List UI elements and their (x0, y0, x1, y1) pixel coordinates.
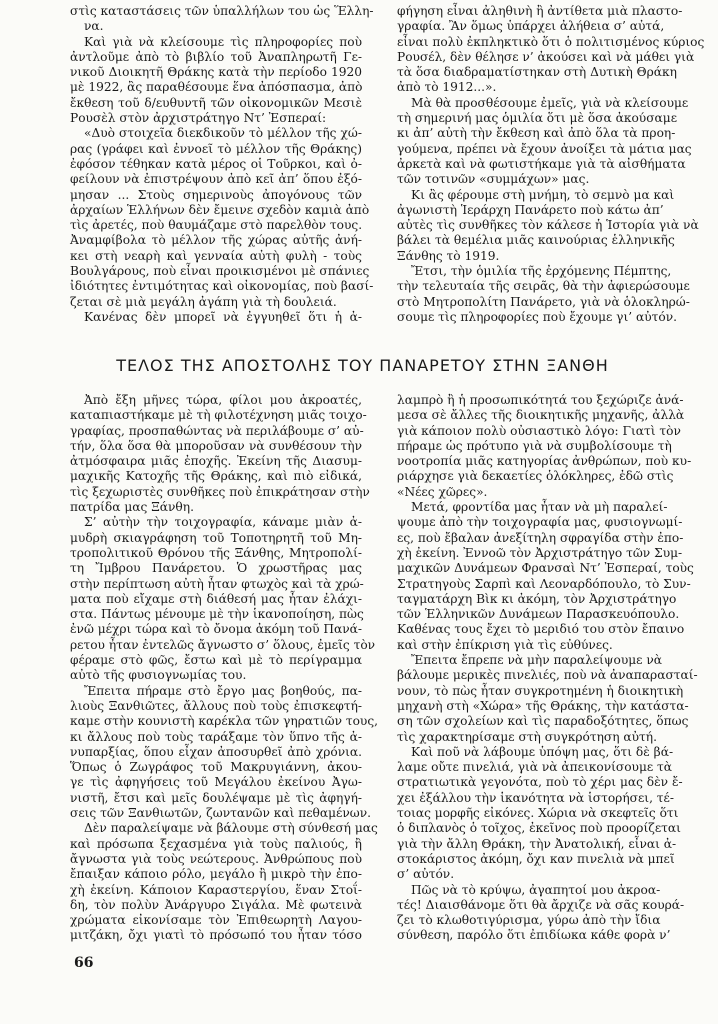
text-line: «Δυὸ στοιχεῖα διεκδικοῦν τὸ μέλλον τῆς χώ- (84, 126, 362, 141)
text-line: στὴν περίπτωση αὐτὴ ἦταν φτωχὸς καὶ τὰ χρώ- (70, 576, 364, 591)
text-line: Στρατηγοὺς Σαρπὶ καὶ Λεοναρδόπουλο, τὸ Συν- (397, 576, 691, 591)
text-line: ἔκθεση τοῦ δ/ευθυντῆ τῶν οἰκονομικῶν Μεσιὲ (70, 95, 362, 110)
text-line: τῶν τοτινῶν «συμμάχων» μας. (397, 172, 590, 187)
text-line: ζει τὸ κλωθοτιγύρισμα, γύρω ἀπὸ τὴν ἴδια (397, 913, 661, 928)
text-line: Ἀπὸ ἔξη μῆνες τώρα, φίλοι μου ἀκροατές, (84, 393, 362, 407)
text-line: μησαν ... Στοὺς σημερινοὺς ἀπογόνους τῶν (70, 187, 362, 202)
text-line: ὁ διπλανὸς ὁ τοῖχος, ἐκεῖνος ποὺ προορίζεται (397, 821, 681, 836)
text-line: Ἔπειτα ἔπρεπε νὰ μὴν παραλείψουμε νὰ (411, 653, 662, 668)
text-line: Μὰ θὰ προσθέσουμε ἐμεῖς, γιὰ νὰ κλείσουμε (411, 95, 689, 110)
text-line: ἀπὸ τὸ 1912...». (397, 80, 497, 95)
text-line: βάλουμε μερικὲς πινελιές, ποὺ νὰ ἀναπαρασταί- (397, 668, 698, 683)
text-line: τὶς ἀρετές, ποὺ θαυμάζαμε στὸ παρελθὸν τους. (70, 218, 363, 233)
text-line: ρας (γράφει καὶ ἐννοεῖ τὸ μέλλον τῆς Θράκης) (70, 141, 362, 156)
top-right-column (397, 4, 705, 325)
text-line: γε τὶς ἀφηγήσεις τοῦ Μεγάλου ἐκείνου Ἀγω- (70, 775, 362, 790)
text-line: μαχικῶν Δυνάμεων Φρανσαὶ Ντ’ Ἐσπεραί, τοὺς (397, 561, 694, 576)
text-line: ες, ποὺ ἔβαλαν ἀνεξίτηλη σφραγίδα στὴν ἐπο- (397, 530, 684, 545)
text-line: γραφίας, προσπαθώντας νὰ περιλάβουμε σ’ αὐ- (70, 423, 364, 438)
text-line: Μετά, φροντίδα μας ἦταν νὰ μὴ παραλεί- (411, 500, 668, 515)
text-line: Πῶς νὰ τὸ κρύψω, ἀγαπητοί μου ἀκροα- (411, 882, 661, 897)
text-line: φήγηση εἶναι ἀληθινὴ ἢ ἀντίθετα μιὰ πλαστο- (397, 4, 683, 18)
text-line: τὴ σημερινή μας ὁμιλία ὅτι μὲ ὅσα ἀκούσαμε (397, 111, 678, 126)
text-line: «Νέες χῶρες». (397, 484, 488, 499)
text-line: Κι ἂς φέρουμε στὴ μνήμη, τὸ σεμνὸ μα καὶ (411, 187, 675, 202)
text-line: τη Ἴμβρου Πανάρετου. Ὁ χρωστῆρας μας (70, 561, 362, 576)
text-line: στὶς καταστάσεις τῶν ὑπαλλήλων του ὡς Ἕλλη- (70, 4, 374, 18)
text-line: κι ἄλλους ποὺ τοὺς ταράξαμε τὸν ὕπνο τῆς ἀ- (70, 729, 362, 744)
text-line: ματα ποὺ εἴχαμε στὴ διάθεσή μας ἦταν ἐλάχι- (70, 591, 362, 606)
text-line: χει ἐξάλλου τὴν ἱκανότητα νὰ ἱστορήσει, τέ- (397, 790, 674, 805)
text-line: ἀντλοῦμε ἀπὸ τὸ βιβλίο τοῦ Ἀναπληρωτῆ Γε- (70, 49, 362, 64)
text-line: Ὅπως ὁ Ζωγράφος τοῦ Μακρυγιάννη, ἀκου- (70, 760, 362, 775)
text-line: στοκάριστος ἀκόμη, ὄχι καν πινελιὰ νὰ μπεῖ (397, 851, 675, 866)
text-line: τήν, ὅλα ὅσα θὰ μποροῦσαν νὰ συνθέσουν τὴν (70, 438, 362, 453)
text-line: Βουλγάρους, ποὺ εἶναι προικισμένοι μὲ σπάνιες (70, 264, 370, 279)
text-line: νικοῦ Διοικητῆ Θράκης κατὰ τὴν περίοδο 1920 (70, 65, 362, 80)
text-line: λιοὺς Ξανθιῶτες, ἄλλους ποὺ τοὺς ἐπισκεφτή- (70, 698, 362, 713)
text-line: γιὰ τὴν ἄλλη Θράκη, τὴν Ἀνατολική, εἶναι ἀ- (397, 836, 677, 851)
text-line: μὲ 1922, ἂς παραθέσουμε ἕνα ἀπόσπασμα, ἀπὸ (70, 80, 363, 95)
text-line: στα. Πάντως μένουμε μὲ τὴν ἱκανοποίηση, πὼς (70, 607, 364, 622)
text-line: τὶς ξεχωριστὲς συνθῆκες ποὺ ἐπικράτησαν στὴν (70, 484, 370, 499)
text-line: νιστῆ, ἔτσι καὶ μεῖς δουλέψαμε μὲ τὶς ἀφηγή- (70, 790, 362, 805)
text-line: Ἀναμφίβολα τὸ μέλλον τῆς χώρας αὐτῆς ἀνή- (70, 233, 362, 248)
text-line: Ρουσέλ, δὲν θέλησε ν’ ἀκούσει καὶ νὰ μάθει γιὰ (397, 49, 695, 64)
text-line: μηχανὴ στὴ «Χώρα» τῆς Θράκης, τὴν κατάστα- (397, 698, 689, 713)
text-line: Δὲν παραλείψαμε νὰ βάλουμε στὴ σύνθεσή μας (84, 821, 378, 836)
text-line: ριάρχησε γιὰ δεκαετίες ὁλόκληρες, ἐδῶ στὶς (397, 469, 674, 484)
text-line: τροπολιτικοῦ Θρόνου τῆς Ξάνθης, Μητροπολί- (70, 545, 362, 560)
text-line: Καθένας τους ἔχει τὸ μεριδιό του στὸν ἔπαινο (397, 622, 685, 637)
text-line: γραφία. Ἂν ὅμως ὑπάρχει ἀλήθεια σ’ αὐτά, (397, 19, 665, 34)
text-line: ρετου ἦταν ἐντελῶς ἄγνωστο σ’ ὅλους, ἐμεῖς τὸν (70, 637, 376, 652)
text-line: χρώματα εἰκονίσαμε τὸν Ἐπιθεωρητὴ Λαγου- (70, 913, 362, 928)
section-heading: ΤΕΛΟΣ ΤΗΣ ΑΠΟΣΤΟΛΗΣ ΤΟΥ ΠΑΝΑΡΕΤΟΥ ΣΤΗΝ ΞΑΝΘΗ (116, 356, 609, 375)
text-line: τῶν Ἑλληνικῶν Δυνάμεων Παρασκευόπουλο. (397, 607, 680, 622)
text-line: Καὶ ποῦ νὰ λάβουμε ὑπόψη μας, ὅτι δὲ βά- (411, 744, 674, 759)
text-line: λαμε οὔτε πινελιά, γιὰ νὰ ἀπεικονίσουμε τὰ (397, 760, 673, 775)
text-line: τὶς χαρακτηρίσαμε στὴ συγκρότηση αὐτή. (397, 729, 657, 744)
text-line: χὴ ἐκείνη. Ἐννοῶ τὸν Ἀρχιστράτηγο τῶν Συμ- (397, 545, 683, 560)
text-line: λαμπρὸ ἢ ἡ προσωπικότητά του ξεχώριζε ἀνά- (397, 393, 684, 407)
text-line: φείλουν νὰ ἐπιστρέψουν ἀπὸ κεῖ ἀπ’ ὅπου ἐξό- (70, 172, 362, 187)
text-line: τοιας μορφῆς εἰκόνες. Χώρια νὰ σκεφτεῖς ὅτι (397, 806, 679, 821)
text-line: μεσα σὲ ἄλλες τῆς διοικητικῆς μηχανῆς, ἀλλὰ (397, 408, 685, 423)
text-line: καὶ πρόσωπα ξεχασμένα γιὰ τοὺς παλιούς, ἢ (70, 836, 362, 851)
text-line: φέραμε στὸ φῶς, ἔστω καὶ μὲ τὸ περίγραμμα (70, 653, 362, 668)
text-line: ἀρκετὰ καὶ νὰ φωτιστήκαμε γιὰ τὰ αἰσθήματα (397, 156, 686, 171)
text-line: μαχικῆς Κατοχῆς τῆς Θράκης, καὶ πιὸ εἰδικά, (70, 469, 362, 484)
text-line: αὐτὲς τὶς συνθῆκες τὸν κάλεσε ἡ Ἱστορία γιὰ νὰ (397, 218, 699, 233)
text-line: στρατιωτικὰ γεγονότα, ποὺ τὸ χέρι μας δὲν ἔ- (397, 775, 683, 790)
text-line: Ρουσὲλ στὸν ἀρχιστράτηγο Ντ’ Ἐσπεραί: (70, 111, 327, 126)
text-line: καμε στὴν κουνιστὴ καρέκλα τῶν γηρατιῶν τους, (70, 714, 379, 729)
text-line: σύνθεση, παρόλο ὅτι ἐπιδίωκα κάθε φορὰ ν’ (397, 928, 671, 943)
text-line: στὸ Μητροπολίτη Πανάρετο, γιὰ νὰ ὁλοκληρώ- (397, 294, 690, 309)
text-line: ση τῶν σχολείων καὶ τὶς παραδοξότητες, ὅπως (397, 714, 689, 729)
text-line: νουν, τὸ πὼς ἦταν συγκροτημένη ἡ διοικητικὴ (397, 683, 684, 698)
text-line: σ’ αὐτόν. (397, 867, 455, 882)
text-line: κι ἀπ’ αὐτὴ τὴν ἔκθεση καὶ ἀπὸ ὅλα τὰ προη- (397, 126, 676, 141)
text-line: νυπαρξίας, ὅπου εἶχαν ἀποσυρθεῖ ἀπὸ χρόνια. (70, 744, 362, 759)
text-line: Ξάνθης τὸ 1919. (397, 248, 500, 263)
text-line: γιὰ κάποιον πολὺ οὐσιαστικὸ λόγο: Γιατὶ τὸν (397, 423, 681, 438)
bottom-right-column (397, 393, 698, 944)
text-line: πατρίδα μας Ξάνθη. (70, 500, 194, 515)
text-line: σεις τῶν Ξανθιωτῶν, ζωντανῶν καὶ πεθαμένων. (70, 806, 371, 821)
text-line: καὶ στὴν ἐπίκριση γιὰ τὶς εὐθύνες. (397, 637, 613, 652)
text-line: ἄγνωστα γιὰ τοὺς νεώτερους. Ἀνθρώπους ποὺ (70, 851, 362, 866)
text-line: μυδρὴ σκιαγράφηση τοῦ Τοποτηρητῆ τοῦ Μη- (70, 530, 362, 545)
text-line: δη, τὸν πολὺν Ἀνάργυρο Σιγάλα. Μὲ φωτεινὰ (70, 897, 362, 912)
text-line: καταπιαστήκαμε μὲ τὴ φιλοτέχνηση μιᾶς τοιχο- (70, 408, 367, 423)
text-line: Ἔπειτα πήραμε στὸ ἔργο μας βοηθούς, πα- (84, 683, 362, 698)
bottom-left-column (70, 393, 379, 944)
text-line: Σ’ αὐτὴν τὴν τοιχογραφία, κάναμε μιὰν ἀ- (84, 515, 362, 530)
text-line: τὴν τελευταία τῆς σειρᾶς, θὰ τὴν ἀφιερώσουμε (397, 279, 690, 294)
text-line: μιτζάκη, ὄχι γιατὶ τὸ πρόσωπό του ἦταν τόσο (70, 928, 362, 943)
text-line: τές! Διαισθάνομε ὅτι θὰ ἄρχιζε νὰ σᾶς κουρά- (397, 897, 685, 912)
text-line: ἀγωνιστὴ Ἱεράρχη Πανάρετο ποὺ κάτω ἀπ’ (397, 202, 664, 217)
text-line: να. (84, 19, 104, 34)
text-line: πήραμε ὡς πρότυπο γιὰ νὰ συμβολίσουμε τὴ (397, 438, 672, 453)
text-line: ἀρχαίων Ἑλλήνων δὲν ἔμεινε σχεδὸν καμιὰ ἀπὸ (70, 202, 370, 217)
text-line: Κανένας δὲν μπορεῖ νὰ ἐγγυηθεῖ ὅτι ἡ ἀ- (84, 309, 362, 324)
text-line: βάλει τὰ θεμέλια μιᾶς καινούριας ἑλληνικῆς (397, 233, 675, 248)
text-line: ἐνῶ μέχρι τώρα καὶ τὸ ὄνομα ἀκόμη τοῦ Πανά- (70, 622, 362, 637)
text-line: τὰ ὅσα διαδραματίστηκαν στὴ Δυτικὴ Θράκη (397, 65, 677, 80)
text-line: ζεται σὲ μιὰ μεγάλη ἀγάπη γιὰ τὴ δουλειά. (70, 294, 337, 309)
text-line: ταγματάρχη Βὶκ κι ἀκόμη, τὸν Ἀρχιστράτηγο (397, 591, 677, 606)
text-line: γούμενα, πρέπει νὰ ἔχουν ἀνοίξει τὰ μάτια μας (397, 141, 692, 156)
text-line: εἶναι πολὺ ἐκπληκτικὸ ὅτι ὁ πολιτισμένος κύριος (397, 34, 705, 49)
text-line: αὐτὸ τῆς φυσιογνωμίας του. (70, 668, 247, 683)
page-number: 66 (74, 955, 94, 971)
text-line: Ἔτσι, τὴν ὁμιλία τῆς ἐρχόμενης Πέμπτης, (411, 264, 672, 279)
top-left-column (70, 4, 374, 325)
text-line: ἰδιότητες ἐντιμότητας καὶ οἰκονομίας, ποὺ βασί- (70, 279, 374, 294)
text-line: κει στὴ νεαρὴ καὶ γενναία αὐτὴ φυλὴ - τοὺς (70, 248, 362, 263)
text-line: ἐφόσον τέθηκαν κατὰ μέρος οἱ Τοῦρκοι, καὶ ὀ- (70, 156, 362, 171)
text-line: ψουμε ἀπὸ τὴν τοιχογραφία μας, φυσιογνωμί- (397, 515, 683, 530)
text-line: ἔπαιξαν κάποιο ρόλο, μεγάλο ἢ μικρὸ τὴν ἐπο- (70, 867, 362, 882)
text-line: Καὶ γιὰ νὰ κλείσουμε τὶς πληροφορίες ποὺ (84, 34, 362, 49)
text-line: χὴ ἐκείνη. Κάποιον Καραστεργίου, ἕναν Στοΐ- (70, 882, 362, 897)
text-line: ἀτμόσφαιρα μιᾶς ἐποχῆς. Ἐκείνη τῆς Διασυμ- (70, 454, 362, 469)
text-line: νοοτροπία μιᾶς κατηγορίας ἀνθρώπων, ποὺ κυ- (397, 454, 692, 469)
text-line: σουμε τὶς πληροφορίες ποὺ ἔχουμε γι’ αὐτόν. (397, 309, 677, 324)
